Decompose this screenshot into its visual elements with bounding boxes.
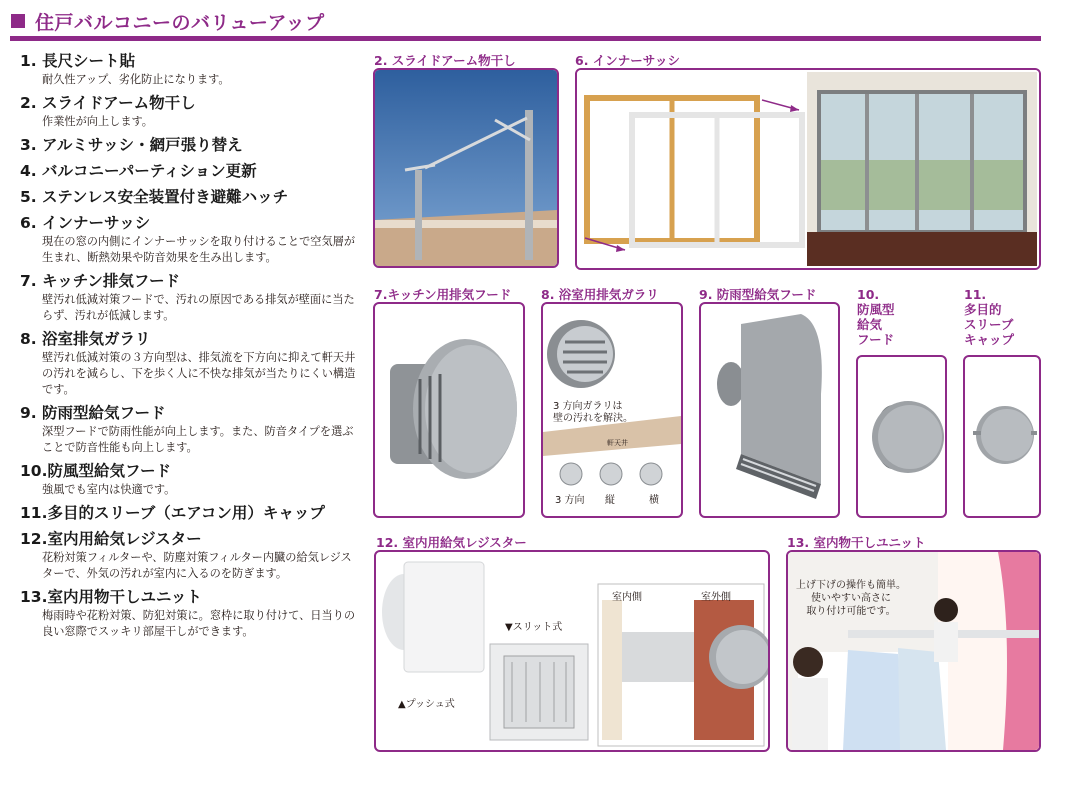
- panel-title-register: 12. 室内用給気レジスター: [376, 535, 527, 550]
- header-square-icon: [11, 14, 25, 28]
- feature-item-title: [20, 50, 360, 72]
- feature-item: [20, 160, 360, 182]
- feature-item-number: 2.: [20, 94, 37, 112]
- feature-item-title: [20, 270, 360, 292]
- panel-windproof-hood: [856, 355, 947, 518]
- feature-item-title: [20, 460, 360, 482]
- slit-type-label: ▼スリット式: [505, 622, 563, 633]
- panel-sleeve-cap: [963, 355, 1041, 518]
- feature-item-title: [20, 402, 360, 424]
- slide-arm-photo: [375, 70, 557, 266]
- page-header: [11, 8, 325, 34]
- panel-title-kitchen-hood: 7.キッチン用排気フード: [374, 287, 512, 302]
- panel-indoor-drying-unit: [786, 550, 1041, 752]
- feature-item-label: インナーサッシ: [42, 214, 151, 232]
- feature-item-title: [20, 528, 360, 550]
- panel-inner-sash: [575, 68, 1041, 270]
- rain-hood-photo: [701, 304, 838, 516]
- panel-slide-arm-dryer: [373, 68, 559, 268]
- feature-item-number: 3.: [20, 136, 37, 154]
- feature-item-description: 強風でも室内は快適です。: [42, 483, 176, 496]
- feature-item: [20, 212, 360, 266]
- feature-item: [20, 502, 360, 524]
- feature-item-label: ステンレス安全装置付き避難ハッチ: [42, 188, 289, 206]
- feature-item: [20, 328, 360, 398]
- push-type-label: ▲プッシュ式: [398, 699, 455, 710]
- feature-item-description: 梅雨時や花粉対策、防犯対策に。窓枠に取り付けて、日当りの良い窓際でスッキリ部屋干しができます。: [42, 609, 356, 638]
- windproof-hood-photo: [858, 357, 945, 516]
- panel-bath-exhaust-louver: [541, 302, 683, 518]
- kitchen-hood-photo: [375, 304, 523, 516]
- panel-supply-register: [374, 550, 770, 752]
- feature-item-number: 8.: [20, 330, 37, 348]
- feature-item-label: 室内用物干しユニット: [47, 588, 202, 606]
- feature-item-description: 壁汚れ低減対策の３方向型は、排気流を下方向に抑えて軒天井の汚れを減らし、下を歩く人に不快な排気が当たりにくい構造です。: [42, 351, 356, 396]
- feature-item-label: アルミサッシ・網戸張り替え: [42, 136, 243, 154]
- direction-label-vertical: 縦: [605, 495, 615, 506]
- panel-title-rain-hood: 9. 防雨型給気フード: [699, 287, 817, 302]
- feature-item-number: 5.: [20, 188, 37, 206]
- ceiling-label: 軒天井: [607, 439, 628, 447]
- feature-item: [20, 186, 360, 208]
- panel-title-inner-sash: 6. インナーサッシ: [575, 53, 681, 68]
- panel-title-slide-arm: 2. スライドアーム物干し: [374, 53, 516, 68]
- sleeve-cap-photo: [965, 357, 1039, 516]
- feature-item-title: [20, 186, 360, 208]
- feature-item-label: 多目的スリーブ（エアコン用）キャップ: [47, 504, 325, 522]
- feature-item-number: 7.: [20, 272, 37, 290]
- feature-item-label: 長尺シート貼: [42, 52, 136, 70]
- feature-item: [20, 270, 360, 324]
- feature-item-description: 花粉対策フィルターや、防塵対策フィルター内臓の給気レジスターで、外気の汚れが室内に入るのを防ぎます。: [42, 551, 352, 580]
- feature-item-label: 防風型給気フード: [47, 462, 172, 480]
- indoor-side-label: 室内側: [612, 592, 642, 603]
- outdoor-side-label: 室外側: [701, 592, 731, 603]
- header-rule: [10, 36, 1041, 41]
- feature-item: [20, 402, 360, 456]
- feature-item-number: 13.: [20, 588, 48, 606]
- panel-title-bath-louver: 8. 浴室用排気ガラリ: [541, 287, 659, 302]
- feature-item-title: [20, 160, 360, 182]
- panel-title-sleeve-cap: 11. 多目的 スリーブ キャップ: [964, 287, 1015, 347]
- feature-item: [20, 50, 360, 88]
- feature-item-label: 防雨型給気フード: [42, 404, 166, 422]
- feature-item-description: 深型フードで防雨性能が向上します。また、防音タイプを選ぶことで防音性能も向上します。: [42, 425, 354, 454]
- feature-item-number: 10.: [20, 462, 48, 480]
- feature-item-description: 耐久性アップ、劣化防止になります。: [42, 73, 230, 86]
- register-illustration: [376, 552, 768, 750]
- feature-item-label: キッチン排気フード: [42, 272, 180, 290]
- panel-rainproof-hood: [699, 302, 840, 518]
- feature-item: [20, 460, 360, 498]
- feature-item-label: 浴室排気ガラリ: [42, 330, 151, 348]
- feature-item-description: 壁汚れ低減対策フードで、汚れの原因である排気が壁面に当たらず、汚れが低減します。: [42, 293, 355, 322]
- feature-item-number: 11.: [20, 504, 48, 522]
- feature-item-description: 現在の窓の内側にインナーサッシを取り付けることで空気層が生まれ、断熱効果や防音効果を生み出します。: [42, 235, 356, 264]
- feature-item-description: 作業性が向上します。: [42, 115, 153, 128]
- feature-item-label: 室内用給気レジスター: [47, 530, 202, 548]
- direction-label-horizontal: 横: [649, 495, 659, 506]
- panel-kitchen-exhaust-hood: [373, 302, 525, 518]
- panel-title-drying-unit: 13. 室内物干しユニット: [787, 535, 926, 550]
- feature-item: [20, 134, 360, 156]
- inner-sash-illustration: [577, 70, 1039, 268]
- feature-item-label: スライドアーム物干し: [42, 94, 196, 112]
- feature-item-number: 1.: [20, 52, 37, 70]
- feature-item: [20, 528, 360, 582]
- drying-unit-caption: 上げ下げの操作も簡単。 使いやすい高さに 取り付け可能です。: [796, 580, 906, 617]
- feature-item-number: 9.: [20, 404, 37, 422]
- louver-caption: 3 方向ガラリは 壁の汚れを解決。: [553, 401, 633, 424]
- page-title: 住戸バルコニーのバリューアップ: [35, 11, 325, 34]
- feature-item-title: [20, 328, 360, 350]
- feature-item-title: [20, 502, 360, 524]
- feature-item-label: バルコニーパーティション更新: [42, 162, 257, 180]
- feature-item-title: [20, 134, 360, 156]
- feature-item: [20, 92, 360, 130]
- panel-title-windproof-hood: 10. 防風型 給気 フード: [857, 287, 895, 347]
- feature-item-number: 12.: [20, 530, 48, 548]
- feature-list: [20, 50, 360, 644]
- feature-item-number: 6.: [20, 214, 37, 232]
- feature-item: [20, 586, 360, 640]
- feature-item-title: [20, 586, 360, 608]
- feature-item-title: [20, 212, 360, 234]
- feature-item-number: 4.: [20, 162, 37, 180]
- direction-label-3way: 3 方向: [555, 495, 585, 506]
- feature-item-title: [20, 92, 360, 114]
